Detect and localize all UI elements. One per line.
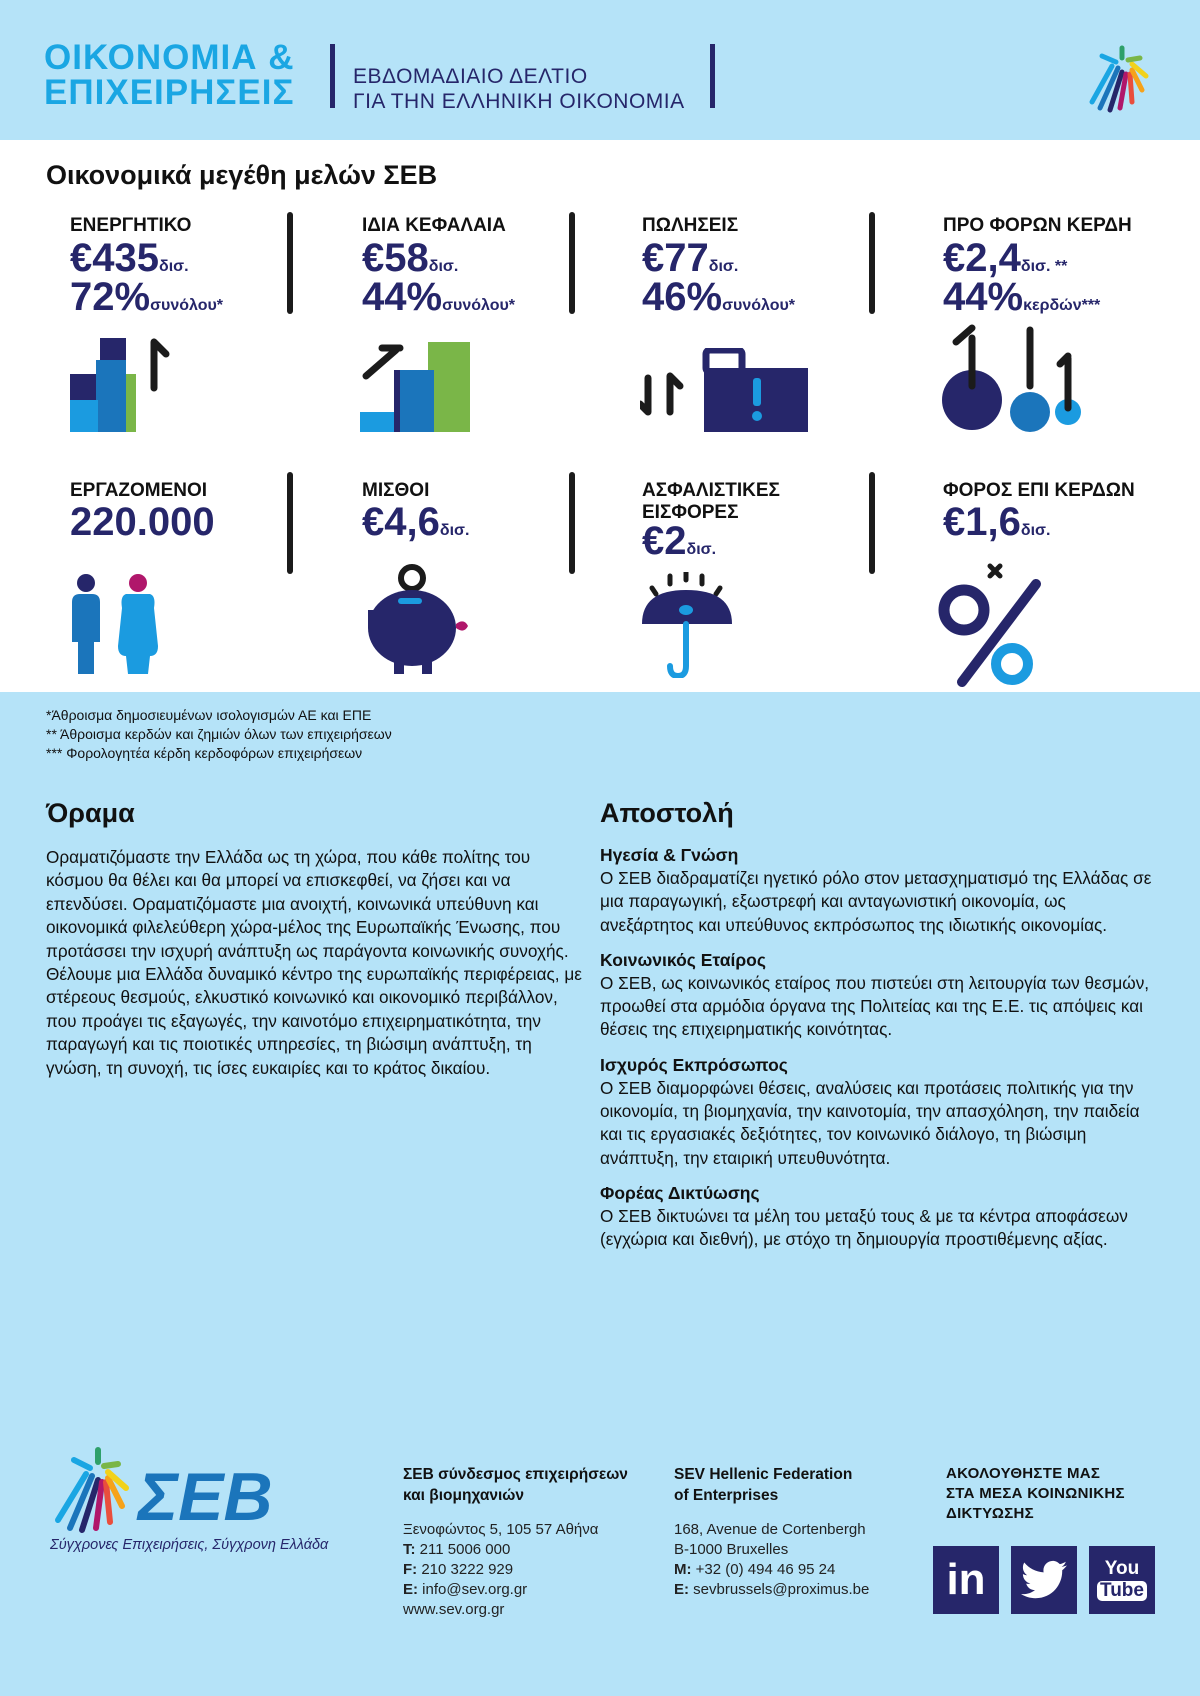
stat-divider bbox=[569, 212, 575, 314]
mission-title: Αποστολή bbox=[600, 798, 734, 828]
follow-us-heading: ΑΚΟΛΟΥΘΗΣΤΕ ΜΑΣ ΣΤΑ ΜΕΣΑ ΚΟΙΝΩΝΙΚΗΣ ΔΙΚΤΥΩΣΗΣ bbox=[946, 1465, 1125, 1522]
stat-divider bbox=[287, 212, 293, 314]
coins-profit-icon bbox=[942, 322, 1082, 432]
athens-fax: F: 210 3222 929 bbox=[403, 1561, 514, 1578]
header bbox=[0, 0, 1200, 140]
youtube-logo: You Tube bbox=[1097, 1559, 1147, 1601]
stats-title: Οικονομικά μεγέθη μελών ΣΕΒ bbox=[46, 160, 438, 190]
vision-title: Όραμα bbox=[46, 798, 135, 828]
employees-value: 220.000 bbox=[70, 500, 215, 544]
footnote: *Άθροισμα δημοσιευμένων ισολογισμών ΑΕ και ΕΠΕ bbox=[46, 707, 372, 723]
mission-heading: Ηγεσία & Γνώση bbox=[600, 845, 739, 865]
stat-divider bbox=[287, 472, 293, 574]
growth-bars-icon bbox=[360, 340, 472, 432]
stat-divider bbox=[569, 472, 575, 574]
piggy-bank-icon bbox=[360, 564, 472, 676]
salaries-label: ΜΙΣΘΟΙ bbox=[362, 480, 430, 501]
stat-divider bbox=[869, 212, 875, 314]
salaries-value: €4,6δισ. bbox=[362, 500, 470, 544]
employees-label: ΕΡΓΑΖΟΜΕΝΟΙ bbox=[70, 480, 208, 501]
linkedin-icon[interactable] bbox=[933, 1546, 999, 1614]
tagline: Σύγχρονες Επιχειρήσεις, Σύγχρονη Ελλάδα bbox=[50, 1537, 329, 1553]
header-divider-right bbox=[710, 44, 715, 108]
linkedin-label: in bbox=[946, 1555, 986, 1604]
mission-heading: Ισχυρός Εκπρόσωπος bbox=[600, 1054, 788, 1075]
mission-text: Ο ΣΕΒ δικτυώνει τα μέλη του μεταξύ τους & με τα κέντρα αποφάσεων (εγχώρια και διεθνή), με στόχο τη δημιουργία προστιθέμενης αξίας. bbox=[600, 1205, 1128, 1250]
twitter-icon[interactable] bbox=[1011, 1546, 1077, 1614]
profit-tax-label: ΦΟΡΟΣ ΕΠΙ ΚΕΡΔΩΝ bbox=[943, 480, 1135, 501]
mission-block bbox=[600, 1182, 1160, 1252]
mission-heading: Κοινωνικός Εταίρος bbox=[600, 949, 766, 970]
equity-share: 44%συνόλου* bbox=[362, 275, 516, 319]
sales-value: €77δισ. bbox=[642, 236, 739, 280]
twitter-bird-icon bbox=[1021, 1560, 1067, 1600]
header-divider-left bbox=[330, 44, 335, 108]
brand-line-2: ΕΠΙΧΕΙΡΗΣΕΙΣ bbox=[44, 73, 295, 112]
brand-line-1: ΟΙΚΟΝΟΜΙΑ & bbox=[44, 38, 295, 77]
profit-tax-value: €1,6δισ. bbox=[943, 500, 1051, 544]
sev-logo-text: ΣΕΒ bbox=[138, 1459, 273, 1534]
bar-chart-up-icon bbox=[70, 330, 180, 432]
subtitle-line-1: ΕΒΔΟΜΑΔΙΑΙΟ ΔΕΛΤΙΟ bbox=[353, 65, 588, 88]
mission-block bbox=[600, 844, 1160, 937]
website-link[interactable]: www.sev.org.gr bbox=[403, 1601, 505, 1618]
brand-title bbox=[44, 40, 295, 110]
stat-divider bbox=[869, 472, 875, 574]
athens-email[interactable]: E: info@sev.org.gr bbox=[403, 1581, 528, 1598]
mission-text: Ο ΣΕΒ διαδραματίζει ηγετικό ρόλο στον μετασχηματισμό της Ελλάδας σε μια παραγωγική, εξωστρεφή και ανταγωνιστική οικονομία, ως ανεξάρτητος και υπεύθυνος εκπρόσωπος της ιδιωτικής οικονομίας. bbox=[600, 868, 1152, 935]
assets-label: ΕΝΕΡΓΗΤΙΚΟ bbox=[70, 215, 192, 236]
mission-block bbox=[600, 949, 1160, 1042]
sales-share: 46%συνόλου* bbox=[642, 275, 796, 319]
bulletin-subtitle bbox=[353, 64, 685, 114]
mission-text: Ο ΣΕΒ διαμορφώνει θέσεις, αναλύσεις και προτάσεις πολιτικής για την οικονομία, τη βιομηχανία, την καινοτομία, την απασχόληση, την παιδεία και τις εργασιακές δεξιότητες, τον κοινωνικό διάλογο, τη βιώσιμη ανάπτυξη, την εταιρική υπευθυνότητα. bbox=[600, 1077, 1140, 1168]
footnotes bbox=[46, 706, 392, 763]
brussels-mobile: M: +32 (0) 494 46 95 24 bbox=[674, 1561, 836, 1578]
subtitle-line-2: ΓΙΑ ΤΗΝ ΕΛΛΗΝΙΚΗ ΟΙΚΟΝΟΜΙΑ bbox=[353, 90, 685, 113]
mission-heading: Φορέας Δικτύωσης bbox=[600, 1182, 760, 1203]
athens-address bbox=[403, 1464, 628, 1620]
athens-street: Ξενοφώντος 5, 105 57 Αθήνα bbox=[403, 1521, 599, 1538]
brussels-address bbox=[674, 1464, 869, 1600]
assets-value: €435δισ. bbox=[70, 236, 189, 280]
equity-label: ΙΔΙΑ ΚΕΦΑΛΑΙΑ bbox=[362, 215, 506, 236]
brussels-street: 168, Avenue de Cortenbergh bbox=[674, 1521, 866, 1538]
pretax-profit-value: €2,4δισ. ** bbox=[943, 236, 1068, 280]
footnote: *** Φορολογητέα κέρδη κερδοφόρων επιχειρήσεων bbox=[46, 745, 363, 761]
youtube-icon[interactable] bbox=[1089, 1546, 1155, 1614]
brussels-email[interactable]: E: sevbrussels@proximus.be bbox=[674, 1581, 870, 1598]
insurance-label: ΑΣΦΑΛΙΣΤΙΚΕΣ ΕΙΣΦΟΡΕΣ bbox=[642, 480, 780, 523]
percent-tax-icon bbox=[936, 562, 1048, 688]
sev-logo-icon bbox=[1082, 42, 1156, 116]
briefcase-exchange-icon bbox=[640, 348, 808, 432]
insurance-value: €2δισ. bbox=[642, 519, 717, 563]
athens-org-name: ΣΕΒ σύνδεσμος επιχειρήσεων και βιομηχανιών bbox=[403, 1466, 628, 1504]
pretax-profit-label: ΠΡΟ ΦΟΡΩΝ ΚΕΡΔΗ bbox=[943, 215, 1132, 236]
equity-value: €58δισ. bbox=[362, 236, 459, 280]
sales-label: ΠΩΛΗΣΕΙΣ bbox=[642, 215, 739, 236]
vision-text: Οραματιζόμαστε την Ελλάδα ως τη χώρα, που κάθε πολίτης του κόσμου θα θέλει και θα μπορεί να επισκεφθεί, να ζήσει και να επενδύσει. Οραματιζόμαστε μια ανοιχτή, κοινωνικά υπεύθυνη και οικονομικά φιλελεύθερη χώρα-μέλος της Ευρωπαϊκής Ένωσης, που προτάσσει την ισχυρή ανάπτυξη ως παράγοντα κοινωνικής συνοχής. Θέλουμε μια Ελλάδα δυναμικό κέντρο της ευρωπαϊκής περιφέρειας, με στέρεους θεσμούς, ελκυστικό κοινωνικό και οικονομικό περιβάλλον, που προάγει τις εξαγωγές, την καινοτόμο επιχειρηματικότητα, την παραγωγή και τις ποιοτικές υπηρεσίες, τη βιώσιμη ανάπτυξη, τη γνώση, τη συνοχή, τις ίσες ευκαιρίες και το κράτος δικαίου. bbox=[46, 847, 582, 1078]
sev-footer-logo bbox=[52, 1444, 312, 1534]
assets-share: 72%συνόλου* bbox=[70, 275, 224, 319]
pretax-profit-share: 44%κερδών*** bbox=[943, 275, 1101, 319]
brussels-city: B-1000 Bruxelles bbox=[674, 1541, 789, 1558]
people-icon bbox=[70, 574, 162, 674]
mission-section bbox=[600, 844, 1160, 1264]
mission-text: Ο ΣΕΒ, ως κοινωνικός εταίρος που πιστεύει στη λειτουργία των θεσμών, προωθεί στα αρμόδια όργανα της Πολιτείας και της Ε.Ε. τις απόψεις και θέσεις της επιχειρηματικής κοινότητας. bbox=[600, 972, 1150, 1040]
mission-block bbox=[600, 1054, 1160, 1170]
brussels-org-name: SEV Hellenic Federation of Enterprises bbox=[674, 1466, 853, 1504]
footnote: ** Άθροισμα κερδών και ζημιών όλων των επιχειρήσεων bbox=[46, 726, 392, 742]
athens-phone: T: 211 5006 000 bbox=[403, 1541, 511, 1558]
umbrella-icon bbox=[640, 572, 736, 678]
